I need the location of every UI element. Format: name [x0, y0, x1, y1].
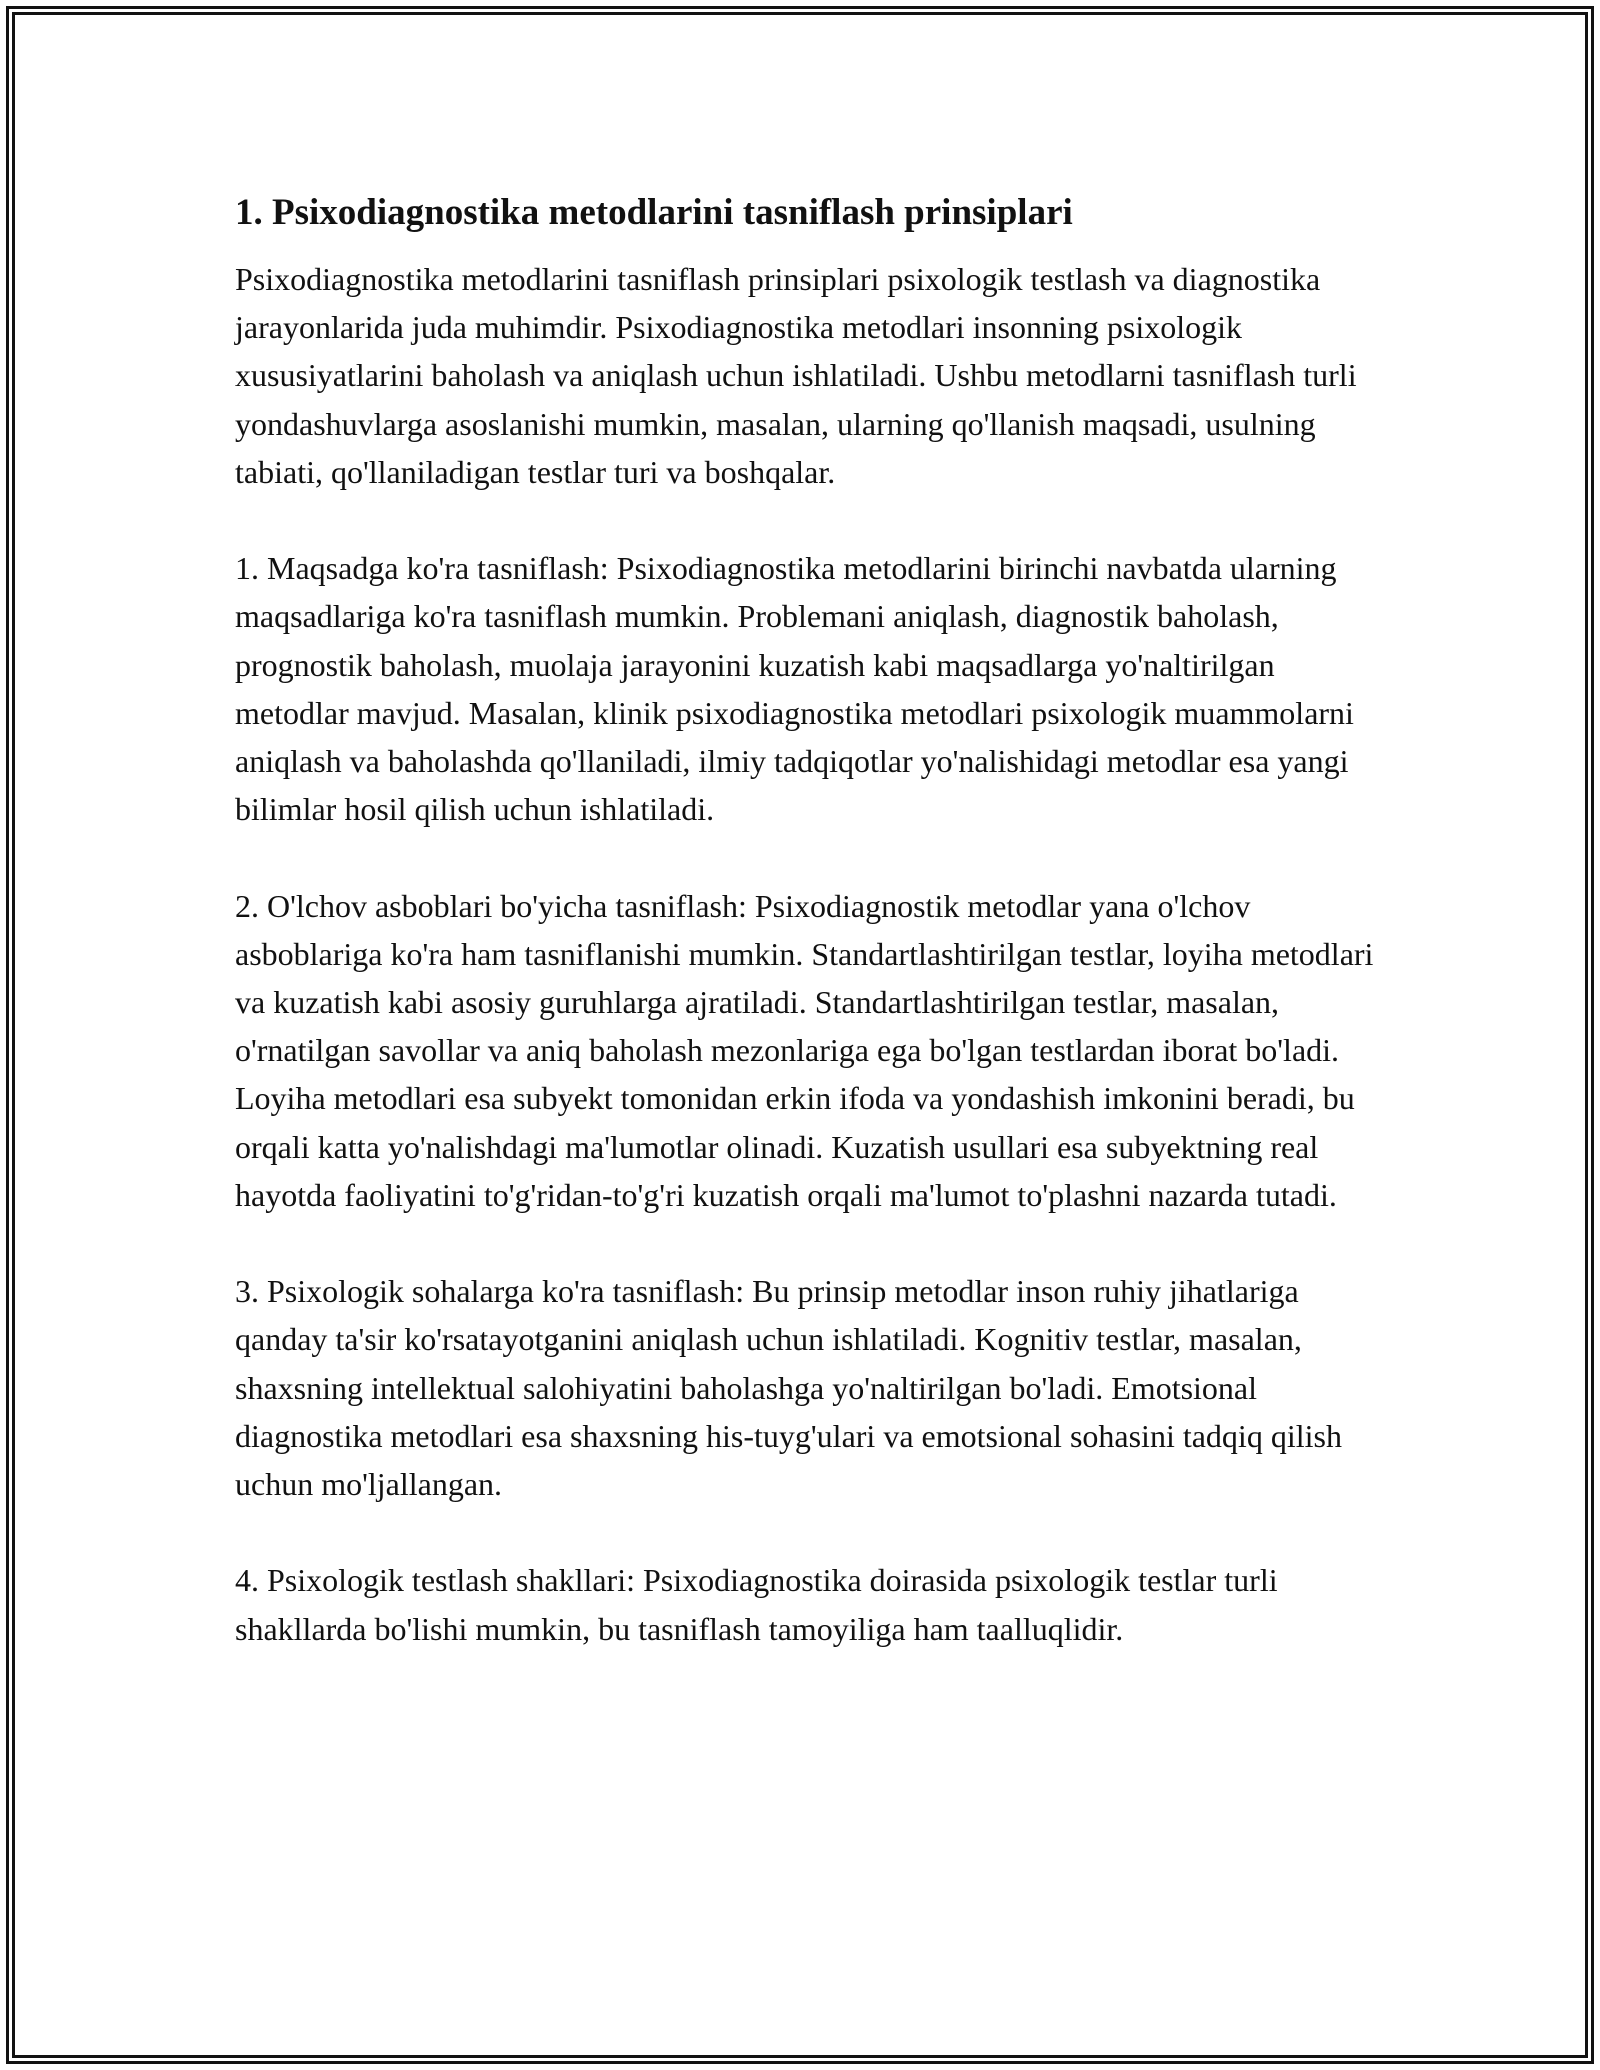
paragraph-psychological-domains-classification: 3. Psixologik sohalarga ko'ra tasniflash: Bu prinsip metodlar inson ruhiy jihatlariga qanday ta'sir ko'rsatayotganini aniqlash uchun ishlatiladi. Kognitiv testlar, masalan, shaxsning intellektual salohiyatini baholashga yo'naltirilgan bo'ladi. Emotsional diagnostika metodlari esa shaxsning his-tuyg'ulari va emotsional sohasini tadqiq qilish uchun mo'ljallangan. [235, 1273, 1342, 1503]
document-body [235, 185, 1390, 1653]
paragraph-purpose-classification: 1. Maqsadga ko'ra tasniflash: Psixodiagnostika metodlarini birinchi navbatda ularning maqsadlariga ko'ra tasniflash mumkin. Problemani aniqlash, diagnostik baholash, prognostik baholash, muolaja jarayonini kuzatish kabi maqsadlarga yo'naltirilgan metodlar mavjud. Masalan, klinik psixodiagnostika metodlari psixologik muammolarni aniqlash va baholashda qo'llaniladi, ilmiy tadqiqotlar yo'nalishidagi metodlar esa yangi bilimlar hosil qilish uchun ishlatiladi. [235, 550, 1354, 828]
page-title: 1. Psixodiagnostika metodlarini tasniflash prinsiplari [235, 192, 1073, 233]
paragraph-measurement-tools-classification: 2. O'lchov asboblari bo'yicha tasniflash: Psixodiagnostik metodlar yana o'lchov asboblariga ko'ra ham tasniflanishi mumkin. Standartlashtirilgan testlar, loyiha metodlari va kuzatish kabi asosiy guruhlarga ajratiladi. Standartlashtirilgan testlar, masalan, o'rnatilgan savollar va aniq baholash mezonlariga ega bo'lgan testlardan iborat bo'ladi. Loyiha metodlari esa subyekt tomonidan erkin ifoda va yondashish imkonini beradi, bu orqali katta yo'nalishdagi ma'lumotlar olinadi. Kuzatish usullari esa subyektning real hayotda faoliyatini to'g'ridan-to'g'ri kuzatish orqali ma'lumot to'plashni nazarda tutadi. [235, 887, 1374, 1213]
intro-paragraph: Psixodiagnostika metodlarini tasniflash prinsiplari psixologik testlash va diagnostika jarayonlarida juda muhimdir. Psixodiagnostika metodlari insonning psixologik xususiyatlarini baholash va aniqlash uchun ishlatiladi. Ushbu metodlarni tasniflash turli yondashuvlarga asoslanishi mumkin, masalan, ularning qo'llanish maqsadi, usulning tabiati, qo'llaniladigan testlar turi va boshqalar. [235, 261, 1357, 490]
paragraph-testing-forms: 4. Psixologik testlash shakllari: Psixodiagnostika doirasida psixologik testlar turli shakllarda bo'lishi mumkin, bu tasniflash tamoyiliga ham taalluqlidir. [235, 1562, 1278, 1647]
